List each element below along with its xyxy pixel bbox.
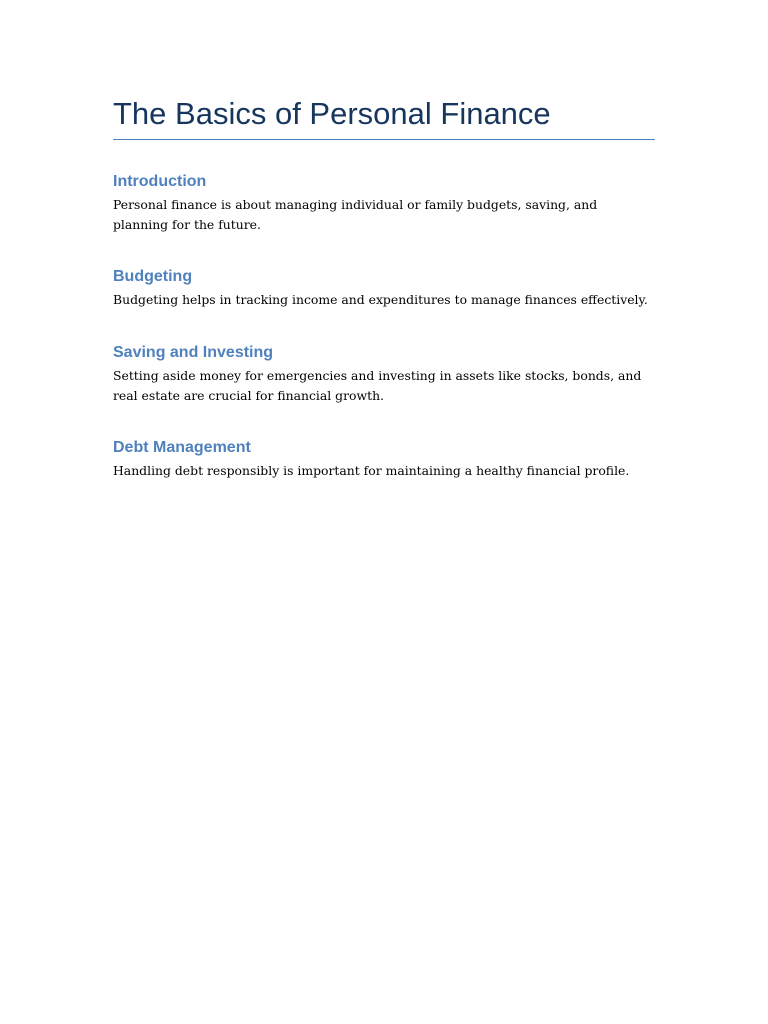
section-paragraph: Budgeting helps in tracking income and expenditures to manage finances effectively. (113, 292, 648, 307)
section-debt-management (113, 437, 655, 481)
section-saving-and-investing (113, 342, 655, 405)
document-title: The Basics of Personal Finance (113, 96, 551, 131)
section-heading: Debt Management (113, 439, 251, 456)
section-paragraph: Handling debt responsibly is important for maintaining a healthy financial profile. (113, 463, 630, 478)
title-underline (113, 139, 655, 140)
section-introduction (113, 171, 655, 234)
section-heading: Saving and Investing (113, 344, 274, 361)
section-heading: Budgeting (113, 268, 193, 285)
section-paragraph: Setting aside money for emergencies and investing in assets like stocks, bonds, and real estate are crucial for financial growth. (113, 368, 642, 403)
section-budgeting (113, 266, 655, 310)
section-heading: Introduction (113, 173, 207, 190)
section-paragraph: Personal finance is about managing individual or family budgets, saving, and planning for the future. (113, 197, 598, 232)
